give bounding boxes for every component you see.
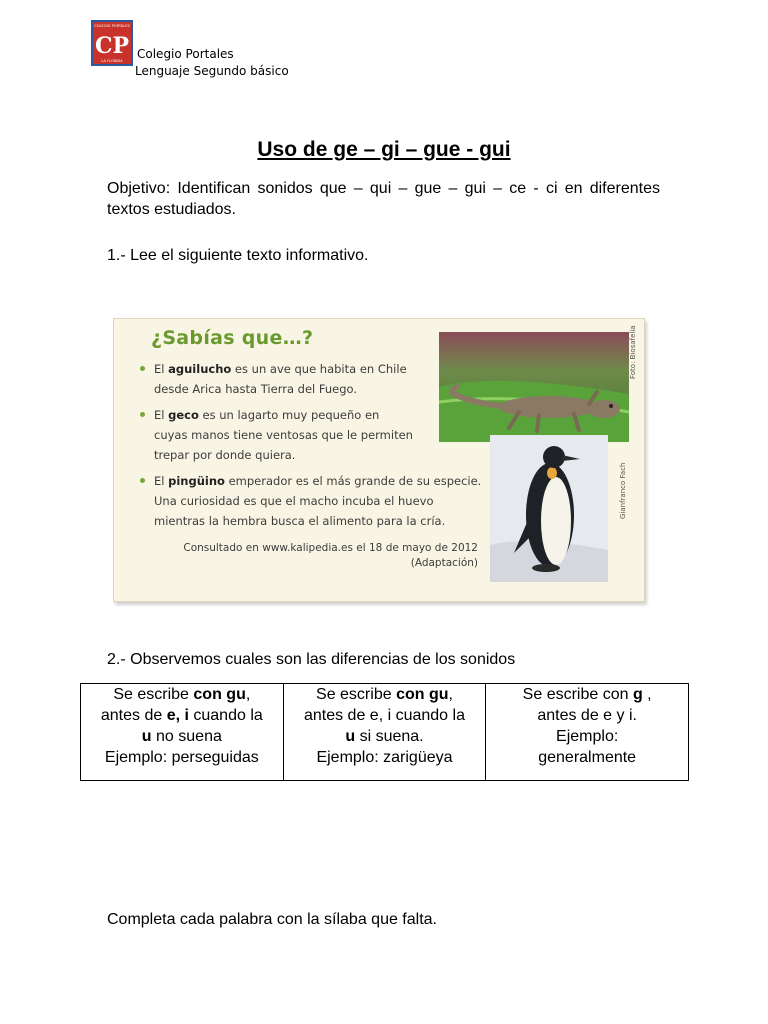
bullet-icon (140, 366, 145, 371)
rule-gu-sounded: Se escribe con gu, antes de e, i cuando la u si suena. Ejemplo: zarigüeya (283, 684, 486, 781)
rule-example: Ejemplo: zarigüeya (316, 749, 453, 766)
logo-initials: CP (94, 33, 130, 59)
fact-aguilucho: El aguilucho es un ave que habita en Chile desde Arica hasta Tierra del Fuego. (140, 359, 440, 399)
rule-gu-silent: Se escribe con gu, antes de e, i cuando la u no suena Ejemplo: perseguidas (81, 684, 284, 781)
course-name: Lenguaje Segundo básico (135, 64, 289, 78)
info-card-title: ¿Sabías que…? (151, 327, 314, 349)
school-logo (91, 20, 133, 66)
table-row (81, 684, 689, 781)
school-name: Colegio Portales (137, 47, 234, 61)
penguin-photo (490, 435, 608, 582)
objective-label: Objetivo: (107, 180, 171, 197)
rule-example: generalmente (538, 749, 637, 766)
gecko-photo (439, 332, 629, 442)
fact-pinguino: El pingüino emperador es el más grande de su especie. Una curiosidad es que el macho incuba el huevo mientras la hembra busca el alimento para la cría. (140, 471, 490, 531)
photo-credit-1: Foto: Biosafelia (629, 325, 637, 379)
fact-geco: El geco es un lagarto muy pequeño en cuyas manos tiene ventosas que le permiten trepar por donde quiera. (140, 405, 440, 465)
step-1-instruction: 1.- Lee el siguiente texto informativo. (107, 247, 369, 264)
objective (107, 178, 660, 220)
rule-example: Ejemplo: perseguidas (104, 749, 259, 766)
exercise-instruction: Completa cada palabra con la sílaba que falta. (107, 911, 437, 928)
bullet-icon (140, 478, 145, 483)
logo-bottom-text: LA FLORIDA (101, 59, 123, 63)
page-title: Uso de ge – gi – gue - gui (257, 138, 511, 161)
source-line-1: Consultado en www.kalipedia.es el 18 de mayo de 2012 (183, 542, 478, 554)
step-2-instruction: 2.- Observemos cuales son las diferencias de los sonidos (107, 651, 516, 668)
info-card (113, 318, 645, 602)
rule-g: Se escribe con g , antes de e y i. Ejemplo: generalmente (486, 684, 689, 781)
objective-text: Identifican sonidos que – qui – gue – gui – ce - ci en diferentes textos estudiados. (107, 180, 660, 218)
bullet-icon (140, 412, 145, 417)
spelling-rules-table (80, 683, 689, 781)
source-citation (183, 541, 478, 571)
source-line-2: (Adaptación) (410, 557, 478, 569)
rule-example-label: Ejemplo: (556, 728, 619, 745)
photo-credit-2: Gianfranco Fach (619, 462, 627, 519)
logo-top-text: COLEGIO PORTALES (94, 24, 130, 28)
